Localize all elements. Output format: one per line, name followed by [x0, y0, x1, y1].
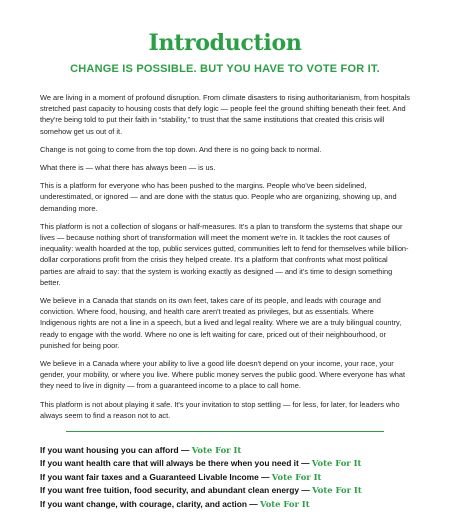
cta-text: If you want fair taxes and a Guaranteed Livable Income — — [40, 471, 272, 482]
vote-for-it-label: Vote For It — [311, 458, 362, 469]
call-to-action-item — [40, 444, 410, 457]
paragraph: We believe in a Canada that stands on its own feet, takes care of its people, and leads with courage and conviction. Where food, housing, and health care aren't treated as privileges, but as essentials. Where Indigenous rights are not a line in a speech, but a lived and legal reality. Where we are a truly bilingual country, ready to engage with the world. Where no one is left waiting for care, priced out of their neighbourhood, or punished for being poor. — [40, 296, 402, 350]
paragraph: We believe in a Canada where your ability to live a good life doesn't depend on your income, your race, your gender, your mobility, or where you live. Where public money serves the public good. Where everyone has what they need to live in dignity — from a guaranteed income to a place to call home. — [40, 359, 406, 391]
paragraph: This is a platform for everyone who has been pushed to the margins. People who've been sidelined, underestimated, or ignored — and are done with the status quo. People who are organizing, showing up, and demanding more. — [40, 181, 397, 213]
call-to-action-item — [40, 498, 410, 511]
divider — [66, 431, 384, 432]
vote-for-it-label: Vote For It — [312, 485, 362, 496]
call-to-action-item — [40, 471, 410, 484]
cta-text: If you want housing you can afford — — [40, 445, 192, 456]
vote-for-it-label: Vote For It — [271, 471, 322, 482]
vote-for-it-label: Vote For It — [191, 445, 242, 456]
cta-text: If you want change, with courage, clarity, and action — — [40, 498, 260, 509]
call-to-action-list — [40, 444, 410, 511]
cta-text: If you want free tuition, food security, and abundant clean energy — — [40, 485, 313, 496]
call-to-action-item — [40, 484, 410, 497]
paragraph: We are living in a moment of profound disruption. From climate disasters to rising authoritarianism, from hospitals stretched past capacity to housing costs that defy logic — people feel the ground shifting beneath their feet. And they're being told to put their faith in “stability,” to trust that the same institutions that created this crisis will somehow get us out of it. — [40, 93, 410, 136]
paragraph: This platform is not about playing it safe. It's your invitation to stop settling — for less, for later, for leaders who always seem to find a reason not to act. — [40, 399, 400, 420]
paragraph: This platform is not a collection of slogans or half-measures. It's a plan to transform the systems that shape our lives — because nothing short of transformation will meet the moment we're in. It tackles the root causes of inequality: wealth hoarded at the top, public services gutted, communities left to fend for themselves while billion-dollar corporations profit from the crisis they helped create. It's a platform that confronts what most political parties are afraid to say: that the system is working exactly as designed — and it's time to design something better. — [40, 221, 409, 287]
page-title: Introduction — [148, 30, 302, 56]
cta-text: If you want health care that will always be there when you need it — — [40, 458, 312, 469]
paragraph: Change is not going to come from the top down. And there is no going back to normal. — [40, 144, 322, 154]
body-text — [40, 92, 410, 421]
vote-for-it-label: Vote For It — [259, 498, 310, 509]
page-subtitle: CHANGE IS POSSIBLE. BUT YOU HAVE TO VOTE FOR IT. — [70, 63, 380, 75]
call-to-action-item — [40, 457, 410, 470]
paragraph: What there is — what there has always been — is us. — [40, 163, 216, 173]
